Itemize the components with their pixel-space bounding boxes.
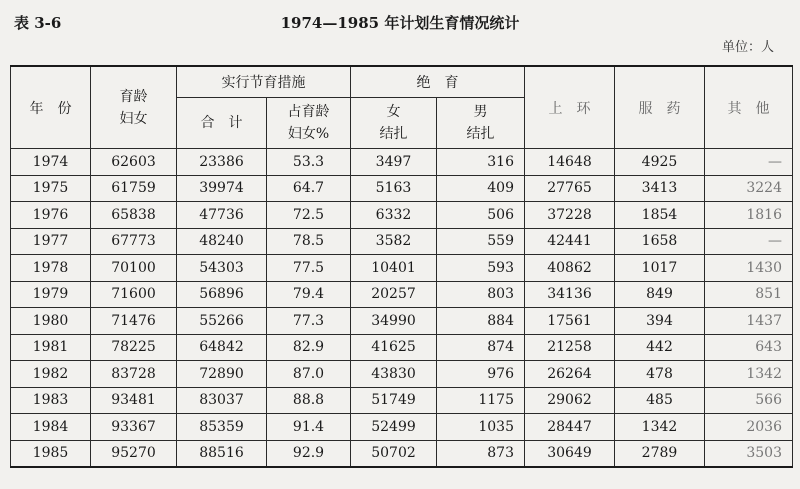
cell-women: 71600 bbox=[91, 281, 177, 308]
table-body bbox=[11, 149, 793, 468]
cell-female: 52499 bbox=[351, 414, 437, 441]
cell-pill: 394 bbox=[615, 308, 705, 335]
cell-pill: 1017 bbox=[615, 255, 705, 282]
cell-pct: 53.3 bbox=[267, 149, 351, 176]
cell-male: 1035 bbox=[437, 414, 525, 441]
table-row bbox=[11, 149, 793, 176]
cell-other: 1342 bbox=[705, 361, 793, 388]
cell-total: 47736 bbox=[177, 202, 267, 229]
cell-year: 1983 bbox=[11, 387, 91, 414]
cell-pill: 442 bbox=[615, 334, 705, 361]
cell-female: 41625 bbox=[351, 334, 437, 361]
cell-year: 1981 bbox=[11, 334, 91, 361]
table-row bbox=[11, 361, 793, 388]
cell-male: 1175 bbox=[437, 387, 525, 414]
cell-male: 873 bbox=[437, 440, 525, 467]
cell-iud: 27765 bbox=[525, 175, 615, 202]
cell-iud: 14648 bbox=[525, 149, 615, 176]
header-women: 育龄 妇女 bbox=[91, 66, 177, 149]
cell-pct: 82.9 bbox=[267, 334, 351, 361]
header-total: 合 计 bbox=[177, 98, 267, 149]
cell-female: 5163 bbox=[351, 175, 437, 202]
header-sterilization: 绝 育 bbox=[351, 66, 525, 98]
cell-total: 83037 bbox=[177, 387, 267, 414]
cell-year: 1979 bbox=[11, 281, 91, 308]
cell-iud: 26264 bbox=[525, 361, 615, 388]
cell-other: 2036 bbox=[705, 414, 793, 441]
cell-iud: 17561 bbox=[525, 308, 615, 335]
cell-other: 3503 bbox=[705, 440, 793, 467]
cell-iud: 28447 bbox=[525, 414, 615, 441]
cell-pct: 91.4 bbox=[267, 414, 351, 441]
cell-women: 61759 bbox=[91, 175, 177, 202]
cell-other: 3224 bbox=[705, 175, 793, 202]
table-row bbox=[11, 202, 793, 229]
table-row bbox=[11, 414, 793, 441]
cell-female: 51749 bbox=[351, 387, 437, 414]
cell-pill: 849 bbox=[615, 281, 705, 308]
cell-iud: 40862 bbox=[525, 255, 615, 282]
cell-women: 83728 bbox=[91, 361, 177, 388]
cell-total: 39974 bbox=[177, 175, 267, 202]
cell-women: 95270 bbox=[91, 440, 177, 467]
cell-other: 1816 bbox=[705, 202, 793, 229]
cell-year: 1976 bbox=[11, 202, 91, 229]
table-row bbox=[11, 175, 793, 202]
cell-iud: 21258 bbox=[525, 334, 615, 361]
cell-male: 803 bbox=[437, 281, 525, 308]
header-pct: 占育龄 妇女% bbox=[267, 98, 351, 149]
cell-male: 874 bbox=[437, 334, 525, 361]
cell-pill: 4925 bbox=[615, 149, 705, 176]
table-row bbox=[11, 255, 793, 282]
cell-pct: 92.9 bbox=[267, 440, 351, 467]
cell-pill: 1854 bbox=[615, 202, 705, 229]
cell-male: 316 bbox=[437, 149, 525, 176]
header-male: 男 结扎 bbox=[437, 98, 525, 149]
cell-pct: 77.3 bbox=[267, 308, 351, 335]
cell-female: 43830 bbox=[351, 361, 437, 388]
table-label: 表 3-6 bbox=[14, 14, 62, 32]
cell-total: 23386 bbox=[177, 149, 267, 176]
cell-women: 62603 bbox=[91, 149, 177, 176]
cell-female: 50702 bbox=[351, 440, 437, 467]
cell-pill: 485 bbox=[615, 387, 705, 414]
cell-women: 65838 bbox=[91, 202, 177, 229]
unit-note: 单位：人 bbox=[721, 40, 774, 55]
cell-women: 78225 bbox=[91, 334, 177, 361]
cell-other: 643 bbox=[705, 334, 793, 361]
cell-pill: 1658 bbox=[615, 228, 705, 255]
header-pill: 服 药 bbox=[615, 66, 705, 149]
cell-total: 64842 bbox=[177, 334, 267, 361]
cell-women: 67773 bbox=[91, 228, 177, 255]
cell-male: 506 bbox=[437, 202, 525, 229]
cell-female: 3497 bbox=[351, 149, 437, 176]
cell-other: — bbox=[705, 149, 793, 176]
cell-total: 48240 bbox=[177, 228, 267, 255]
cell-year: 1980 bbox=[11, 308, 91, 335]
cell-other: — bbox=[705, 228, 793, 255]
cell-total: 55266 bbox=[177, 308, 267, 335]
table-title: 1974—1985 年计划生育情况统计 bbox=[280, 14, 520, 32]
cell-pct: 87.0 bbox=[267, 361, 351, 388]
cell-pct: 88.8 bbox=[267, 387, 351, 414]
statistics-table bbox=[10, 65, 793, 468]
cell-other: 851 bbox=[705, 281, 793, 308]
cell-male: 409 bbox=[437, 175, 525, 202]
cell-pct: 72.5 bbox=[267, 202, 351, 229]
header-year: 年 份 bbox=[11, 66, 91, 149]
cell-year: 1975 bbox=[11, 175, 91, 202]
cell-female: 34990 bbox=[351, 308, 437, 335]
table-row bbox=[11, 228, 793, 255]
cell-total: 56896 bbox=[177, 281, 267, 308]
cell-pill: 3413 bbox=[615, 175, 705, 202]
cell-female: 3582 bbox=[351, 228, 437, 255]
table-row bbox=[11, 440, 793, 467]
cell-pill: 2789 bbox=[615, 440, 705, 467]
cell-male: 593 bbox=[437, 255, 525, 282]
cell-women: 93481 bbox=[91, 387, 177, 414]
cell-women: 93367 bbox=[91, 414, 177, 441]
cell-iud: 34136 bbox=[525, 281, 615, 308]
cell-women: 71476 bbox=[91, 308, 177, 335]
cell-female: 6332 bbox=[351, 202, 437, 229]
cell-iud: 37228 bbox=[525, 202, 615, 229]
cell-iud: 29062 bbox=[525, 387, 615, 414]
header-female: 女 结扎 bbox=[351, 98, 437, 149]
cell-other: 566 bbox=[705, 387, 793, 414]
cell-iud: 30649 bbox=[525, 440, 615, 467]
cell-year: 1977 bbox=[11, 228, 91, 255]
cell-year: 1978 bbox=[11, 255, 91, 282]
cell-pill: 478 bbox=[615, 361, 705, 388]
cell-female: 20257 bbox=[351, 281, 437, 308]
header-iud: 上 环 bbox=[525, 66, 615, 149]
cell-total: 54303 bbox=[177, 255, 267, 282]
cell-male: 884 bbox=[437, 308, 525, 335]
cell-other: 1437 bbox=[705, 308, 793, 335]
cell-pill: 1342 bbox=[615, 414, 705, 441]
cell-pct: 64.7 bbox=[267, 175, 351, 202]
table-row bbox=[11, 334, 793, 361]
cell-pct: 78.5 bbox=[267, 228, 351, 255]
cell-year: 1984 bbox=[11, 414, 91, 441]
table-row bbox=[11, 308, 793, 335]
header-other: 其 他 bbox=[705, 66, 793, 149]
cell-year: 1985 bbox=[11, 440, 91, 467]
table-row bbox=[11, 387, 793, 414]
cell-pct: 79.4 bbox=[267, 281, 351, 308]
header-practice: 实行节育措施 bbox=[177, 66, 351, 98]
cell-year: 1982 bbox=[11, 361, 91, 388]
cell-other: 1430 bbox=[705, 255, 793, 282]
table-row bbox=[11, 281, 793, 308]
cell-pct: 77.5 bbox=[267, 255, 351, 282]
cell-male: 559 bbox=[437, 228, 525, 255]
cell-women: 70100 bbox=[91, 255, 177, 282]
cell-total: 72890 bbox=[177, 361, 267, 388]
cell-year: 1974 bbox=[11, 149, 91, 176]
cell-iud: 42441 bbox=[525, 228, 615, 255]
cell-total: 88516 bbox=[177, 440, 267, 467]
cell-female: 10401 bbox=[351, 255, 437, 282]
cell-male: 976 bbox=[437, 361, 525, 388]
cell-total: 85359 bbox=[177, 414, 267, 441]
